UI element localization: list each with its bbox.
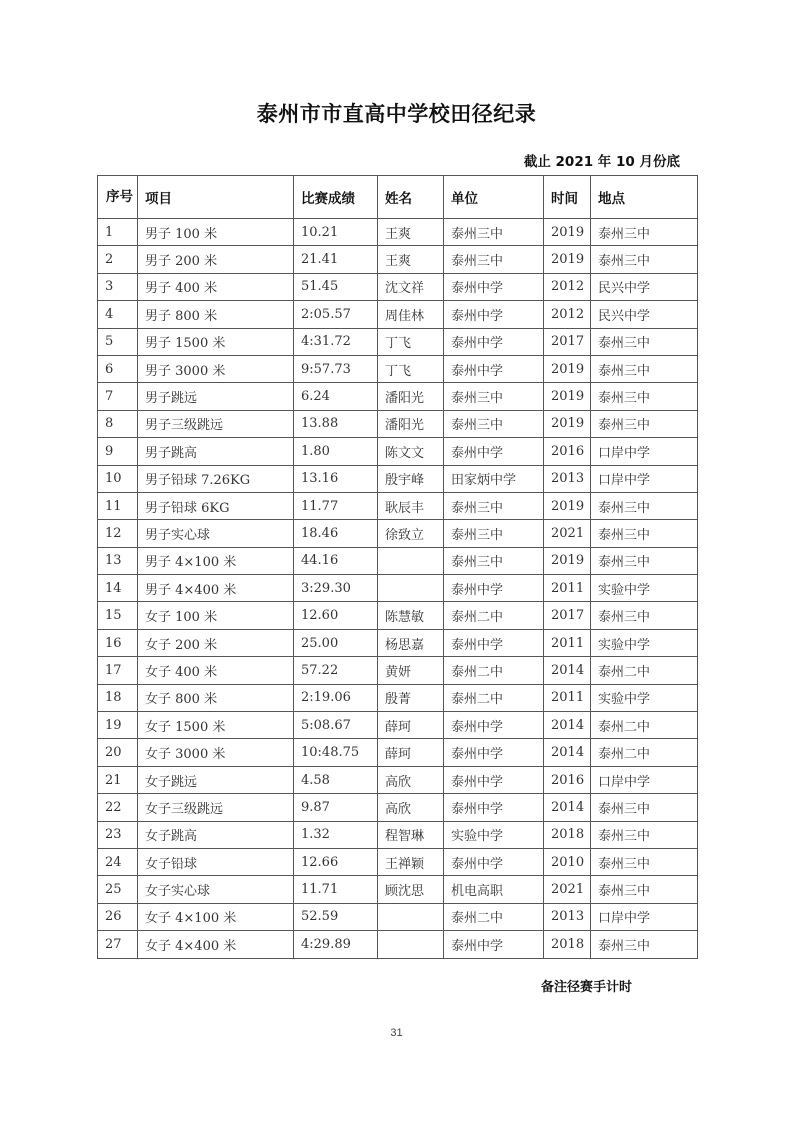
cell-year: 2011 bbox=[544, 575, 591, 602]
table-row bbox=[98, 739, 698, 766]
cell-seq: 16 bbox=[98, 629, 138, 656]
cell-venue: 口岸中学 bbox=[591, 465, 698, 492]
cell-result: 10.21 bbox=[294, 219, 378, 246]
cell-year: 2019 bbox=[544, 492, 591, 519]
cell-year: 2016 bbox=[544, 438, 591, 465]
cell-venue: 口岸中学 bbox=[591, 903, 698, 930]
cell-seq: 21 bbox=[98, 766, 138, 793]
cell-venue: 泰州三中 bbox=[591, 246, 698, 273]
table-row bbox=[98, 684, 698, 711]
cell-result: 5:08.67 bbox=[294, 712, 378, 739]
cell-result: 6.24 bbox=[294, 383, 378, 410]
cell-venue: 泰州二中 bbox=[591, 712, 698, 739]
cell-event: 男子 200 米 bbox=[138, 246, 294, 273]
cell-venue: 实验中学 bbox=[591, 684, 698, 711]
cell-year: 2019 bbox=[544, 383, 591, 410]
cell-venue: 泰州三中 bbox=[591, 602, 698, 629]
cell-result: 57.22 bbox=[294, 657, 378, 684]
cell-seq: 20 bbox=[98, 739, 138, 766]
cell-seq: 14 bbox=[98, 575, 138, 602]
cell-event: 女子铅球 bbox=[138, 848, 294, 875]
cell-seq: 4 bbox=[98, 301, 138, 328]
cell-event: 男子 400 米 bbox=[138, 273, 294, 300]
cell-unit: 泰州中学 bbox=[444, 739, 544, 766]
cell-name: 高欣 bbox=[378, 794, 444, 821]
cell-result: 9.87 bbox=[294, 794, 378, 821]
cell-unit: 泰州二中 bbox=[444, 657, 544, 684]
cell-event: 女子 400 米 bbox=[138, 657, 294, 684]
cell-unit: 泰州三中 bbox=[444, 383, 544, 410]
cell-name bbox=[378, 903, 444, 930]
cell-unit: 泰州二中 bbox=[444, 903, 544, 930]
cell-name: 薛珂 bbox=[378, 739, 444, 766]
table-row bbox=[98, 821, 698, 848]
cell-venue: 民兴中学 bbox=[591, 301, 698, 328]
cell-name bbox=[378, 575, 444, 602]
cell-name: 陈慧敏 bbox=[378, 602, 444, 629]
cell-result: 51.45 bbox=[294, 273, 378, 300]
cell-venue: 泰州三中 bbox=[591, 355, 698, 382]
cell-name bbox=[378, 931, 444, 958]
cell-venue: 泰州三中 bbox=[591, 848, 698, 875]
cell-result: 18.46 bbox=[294, 520, 378, 547]
header-year: 时间 bbox=[544, 176, 591, 219]
as-of-date: 截止 2021 年 10 月份底 bbox=[523, 154, 680, 170]
cell-event: 女子实心球 bbox=[138, 876, 294, 903]
cell-venue: 泰州三中 bbox=[591, 876, 698, 903]
table-row bbox=[98, 520, 698, 547]
cell-seq: 5 bbox=[98, 328, 138, 355]
cell-name: 王爽 bbox=[378, 219, 444, 246]
cell-venue: 泰州二中 bbox=[591, 657, 698, 684]
cell-venue: 泰州三中 bbox=[591, 794, 698, 821]
cell-name: 周佳林 bbox=[378, 301, 444, 328]
cell-seq: 11 bbox=[98, 492, 138, 519]
cell-year: 2011 bbox=[544, 629, 591, 656]
cell-year: 2019 bbox=[544, 246, 591, 273]
cell-event: 男子 1500 米 bbox=[138, 328, 294, 355]
cell-result: 13.16 bbox=[294, 465, 378, 492]
cell-seq: 13 bbox=[98, 547, 138, 574]
cell-event: 女子 4×400 米 bbox=[138, 931, 294, 958]
header-venue: 地点 bbox=[591, 176, 698, 219]
records-table bbox=[97, 175, 698, 959]
cell-name: 高欣 bbox=[378, 766, 444, 793]
cell-seq: 25 bbox=[98, 876, 138, 903]
cell-unit: 泰州中学 bbox=[444, 848, 544, 875]
cell-event: 男子跳高 bbox=[138, 438, 294, 465]
table-row bbox=[98, 328, 698, 355]
cell-result: 12.60 bbox=[294, 602, 378, 629]
cell-venue: 实验中学 bbox=[591, 629, 698, 656]
cell-name: 陈文文 bbox=[378, 438, 444, 465]
cell-result: 52.59 bbox=[294, 903, 378, 930]
cell-event: 女子跳高 bbox=[138, 821, 294, 848]
cell-year: 2014 bbox=[544, 712, 591, 739]
footnote: 备注径赛手计时 bbox=[541, 980, 633, 995]
cell-year: 2012 bbox=[544, 273, 591, 300]
table-header-row bbox=[98, 176, 698, 219]
cell-unit: 泰州三中 bbox=[444, 219, 544, 246]
cell-unit: 泰州二中 bbox=[444, 602, 544, 629]
cell-seq: 17 bbox=[98, 657, 138, 684]
cell-event: 男子 4×100 米 bbox=[138, 547, 294, 574]
table-row bbox=[98, 931, 698, 958]
cell-name: 薛珂 bbox=[378, 712, 444, 739]
cell-event: 男子 3000 米 bbox=[138, 355, 294, 382]
cell-year: 2012 bbox=[544, 301, 591, 328]
cell-venue: 泰州三中 bbox=[591, 931, 698, 958]
cell-result: 12.66 bbox=[294, 848, 378, 875]
cell-seq: 7 bbox=[98, 383, 138, 410]
cell-venue: 泰州三中 bbox=[591, 328, 698, 355]
cell-unit: 泰州中学 bbox=[444, 273, 544, 300]
cell-result: 11.77 bbox=[294, 492, 378, 519]
cell-result: 10:48.75 bbox=[294, 739, 378, 766]
cell-year: 2021 bbox=[544, 520, 591, 547]
table-row bbox=[98, 629, 698, 656]
cell-seq: 6 bbox=[98, 355, 138, 382]
cell-event: 男子三级跳远 bbox=[138, 410, 294, 437]
table-row bbox=[98, 602, 698, 629]
cell-event: 女子跳远 bbox=[138, 766, 294, 793]
table-row bbox=[98, 383, 698, 410]
cell-name: 丁飞 bbox=[378, 355, 444, 382]
header-event: 项目 bbox=[138, 176, 294, 219]
cell-year: 2011 bbox=[544, 684, 591, 711]
cell-event: 男子铅球 7.26KG bbox=[138, 465, 294, 492]
cell-venue: 泰州三中 bbox=[591, 383, 698, 410]
cell-result: 3:29.30 bbox=[294, 575, 378, 602]
cell-result: 4:31.72 bbox=[294, 328, 378, 355]
cell-seq: 24 bbox=[98, 848, 138, 875]
cell-unit: 泰州中学 bbox=[444, 438, 544, 465]
cell-event: 男子铅球 6KG bbox=[138, 492, 294, 519]
cell-venue: 口岸中学 bbox=[591, 766, 698, 793]
cell-name: 耿辰丰 bbox=[378, 492, 444, 519]
cell-venue: 泰州三中 bbox=[591, 410, 698, 437]
cell-unit: 泰州三中 bbox=[444, 547, 544, 574]
cell-result: 25.00 bbox=[294, 629, 378, 656]
cell-year: 2014 bbox=[544, 739, 591, 766]
table-row bbox=[98, 876, 698, 903]
cell-name: 徐致立 bbox=[378, 520, 444, 547]
cell-event: 女子 1500 米 bbox=[138, 712, 294, 739]
cell-year: 2013 bbox=[544, 465, 591, 492]
cell-year: 2021 bbox=[544, 876, 591, 903]
cell-unit: 泰州中学 bbox=[444, 931, 544, 958]
cell-seq: 2 bbox=[98, 246, 138, 273]
cell-result: 1.32 bbox=[294, 821, 378, 848]
cell-venue: 泰州三中 bbox=[591, 492, 698, 519]
cell-seq: 9 bbox=[98, 438, 138, 465]
cell-event: 女子 200 米 bbox=[138, 629, 294, 656]
cell-name: 潘阳光 bbox=[378, 410, 444, 437]
cell-year: 2019 bbox=[544, 355, 591, 382]
cell-name: 丁飞 bbox=[378, 328, 444, 355]
cell-name: 黄妍 bbox=[378, 657, 444, 684]
cell-result: 4.58 bbox=[294, 766, 378, 793]
table-body bbox=[98, 219, 698, 959]
cell-unit: 泰州中学 bbox=[444, 328, 544, 355]
cell-event: 女子 4×100 米 bbox=[138, 903, 294, 930]
table-row bbox=[98, 273, 698, 300]
page-number: 31 bbox=[390, 1027, 403, 1039]
table-row bbox=[98, 766, 698, 793]
cell-result: 1.80 bbox=[294, 438, 378, 465]
cell-event: 男子跳远 bbox=[138, 383, 294, 410]
cell-unit: 泰州中学 bbox=[444, 766, 544, 793]
cell-venue: 泰州三中 bbox=[591, 520, 698, 547]
cell-event: 女子 800 米 bbox=[138, 684, 294, 711]
cell-unit: 泰州三中 bbox=[444, 492, 544, 519]
cell-year: 2013 bbox=[544, 903, 591, 930]
cell-seq: 12 bbox=[98, 520, 138, 547]
cell-year: 2014 bbox=[544, 794, 591, 821]
cell-seq: 1 bbox=[98, 219, 138, 246]
cell-unit: 泰州中学 bbox=[444, 575, 544, 602]
cell-venue: 实验中学 bbox=[591, 575, 698, 602]
cell-seq: 27 bbox=[98, 931, 138, 958]
table-row bbox=[98, 575, 698, 602]
cell-name: 殷菁 bbox=[378, 684, 444, 711]
cell-year: 2019 bbox=[544, 219, 591, 246]
table-row bbox=[98, 219, 698, 246]
cell-year: 2018 bbox=[544, 821, 591, 848]
table-row bbox=[98, 547, 698, 574]
cell-name: 王禅颖 bbox=[378, 848, 444, 875]
cell-name: 沈文祥 bbox=[378, 273, 444, 300]
cell-seq: 10 bbox=[98, 465, 138, 492]
cell-name: 潘阳光 bbox=[378, 383, 444, 410]
cell-event: 女子三级跳远 bbox=[138, 794, 294, 821]
cell-event: 男子 100 米 bbox=[138, 219, 294, 246]
cell-result: 4:29.89 bbox=[294, 931, 378, 958]
cell-unit: 泰州三中 bbox=[444, 520, 544, 547]
cell-seq: 8 bbox=[98, 410, 138, 437]
cell-venue: 泰州三中 bbox=[591, 821, 698, 848]
cell-venue: 口岸中学 bbox=[591, 438, 698, 465]
cell-name: 杨思嘉 bbox=[378, 629, 444, 656]
cell-year: 2019 bbox=[544, 547, 591, 574]
table-row bbox=[98, 438, 698, 465]
table-row bbox=[98, 355, 698, 382]
cell-name: 程智琳 bbox=[378, 821, 444, 848]
cell-unit: 泰州中学 bbox=[444, 712, 544, 739]
cell-name bbox=[378, 547, 444, 574]
cell-unit: 机电高职 bbox=[444, 876, 544, 903]
table-row bbox=[98, 848, 698, 875]
cell-unit: 泰州中学 bbox=[444, 301, 544, 328]
table-row bbox=[98, 492, 698, 519]
table-row bbox=[98, 410, 698, 437]
cell-result: 13.88 bbox=[294, 410, 378, 437]
cell-result: 21.41 bbox=[294, 246, 378, 273]
header-seq: 序号 bbox=[98, 176, 138, 219]
cell-result: 44.16 bbox=[294, 547, 378, 574]
cell-result: 2:05.57 bbox=[294, 301, 378, 328]
cell-year: 2010 bbox=[544, 848, 591, 875]
cell-year: 2019 bbox=[544, 410, 591, 437]
header-result: 比赛成绩 bbox=[294, 176, 378, 219]
cell-unit: 泰州中学 bbox=[444, 355, 544, 382]
table-row bbox=[98, 465, 698, 492]
cell-name: 殷宇峰 bbox=[378, 465, 444, 492]
cell-year: 2017 bbox=[544, 328, 591, 355]
cell-seq: 26 bbox=[98, 903, 138, 930]
cell-result: 9:57.73 bbox=[294, 355, 378, 382]
cell-unit: 泰州二中 bbox=[444, 684, 544, 711]
cell-seq: 23 bbox=[98, 821, 138, 848]
cell-seq: 18 bbox=[98, 684, 138, 711]
cell-seq: 15 bbox=[98, 602, 138, 629]
cell-seq: 3 bbox=[98, 273, 138, 300]
cell-result: 11.71 bbox=[294, 876, 378, 903]
cell-event: 男子 800 米 bbox=[138, 301, 294, 328]
cell-venue: 泰州三中 bbox=[591, 547, 698, 574]
table-row bbox=[98, 657, 698, 684]
cell-event: 女子 3000 米 bbox=[138, 739, 294, 766]
table-row bbox=[98, 712, 698, 739]
cell-year: 2017 bbox=[544, 602, 591, 629]
document-title: 泰州市市直高中学校田径纪录 bbox=[256, 102, 537, 126]
cell-event: 男子 4×400 米 bbox=[138, 575, 294, 602]
table-row bbox=[98, 794, 698, 821]
cell-name: 王爽 bbox=[378, 246, 444, 273]
cell-unit: 泰州三中 bbox=[444, 246, 544, 273]
cell-year: 2014 bbox=[544, 657, 591, 684]
cell-unit: 泰州中学 bbox=[444, 629, 544, 656]
cell-name: 顾沈思 bbox=[378, 876, 444, 903]
cell-unit: 泰州中学 bbox=[444, 794, 544, 821]
table-row bbox=[98, 301, 698, 328]
header-name: 姓名 bbox=[378, 176, 444, 219]
cell-venue: 泰州三中 bbox=[591, 219, 698, 246]
cell-result: 2:19.06 bbox=[294, 684, 378, 711]
cell-unit: 田家炳中学 bbox=[444, 465, 544, 492]
cell-event: 女子 100 米 bbox=[138, 602, 294, 629]
cell-unit: 实验中学 bbox=[444, 821, 544, 848]
cell-venue: 泰州二中 bbox=[591, 739, 698, 766]
cell-venue: 民兴中学 bbox=[591, 273, 698, 300]
cell-year: 2018 bbox=[544, 931, 591, 958]
cell-unit: 泰州三中 bbox=[444, 410, 544, 437]
header-unit: 单位 bbox=[444, 176, 544, 219]
cell-seq: 22 bbox=[98, 794, 138, 821]
table-row bbox=[98, 246, 698, 273]
cell-event: 男子实心球 bbox=[138, 520, 294, 547]
table-row bbox=[98, 903, 698, 930]
cell-seq: 19 bbox=[98, 712, 138, 739]
cell-year: 2016 bbox=[544, 766, 591, 793]
